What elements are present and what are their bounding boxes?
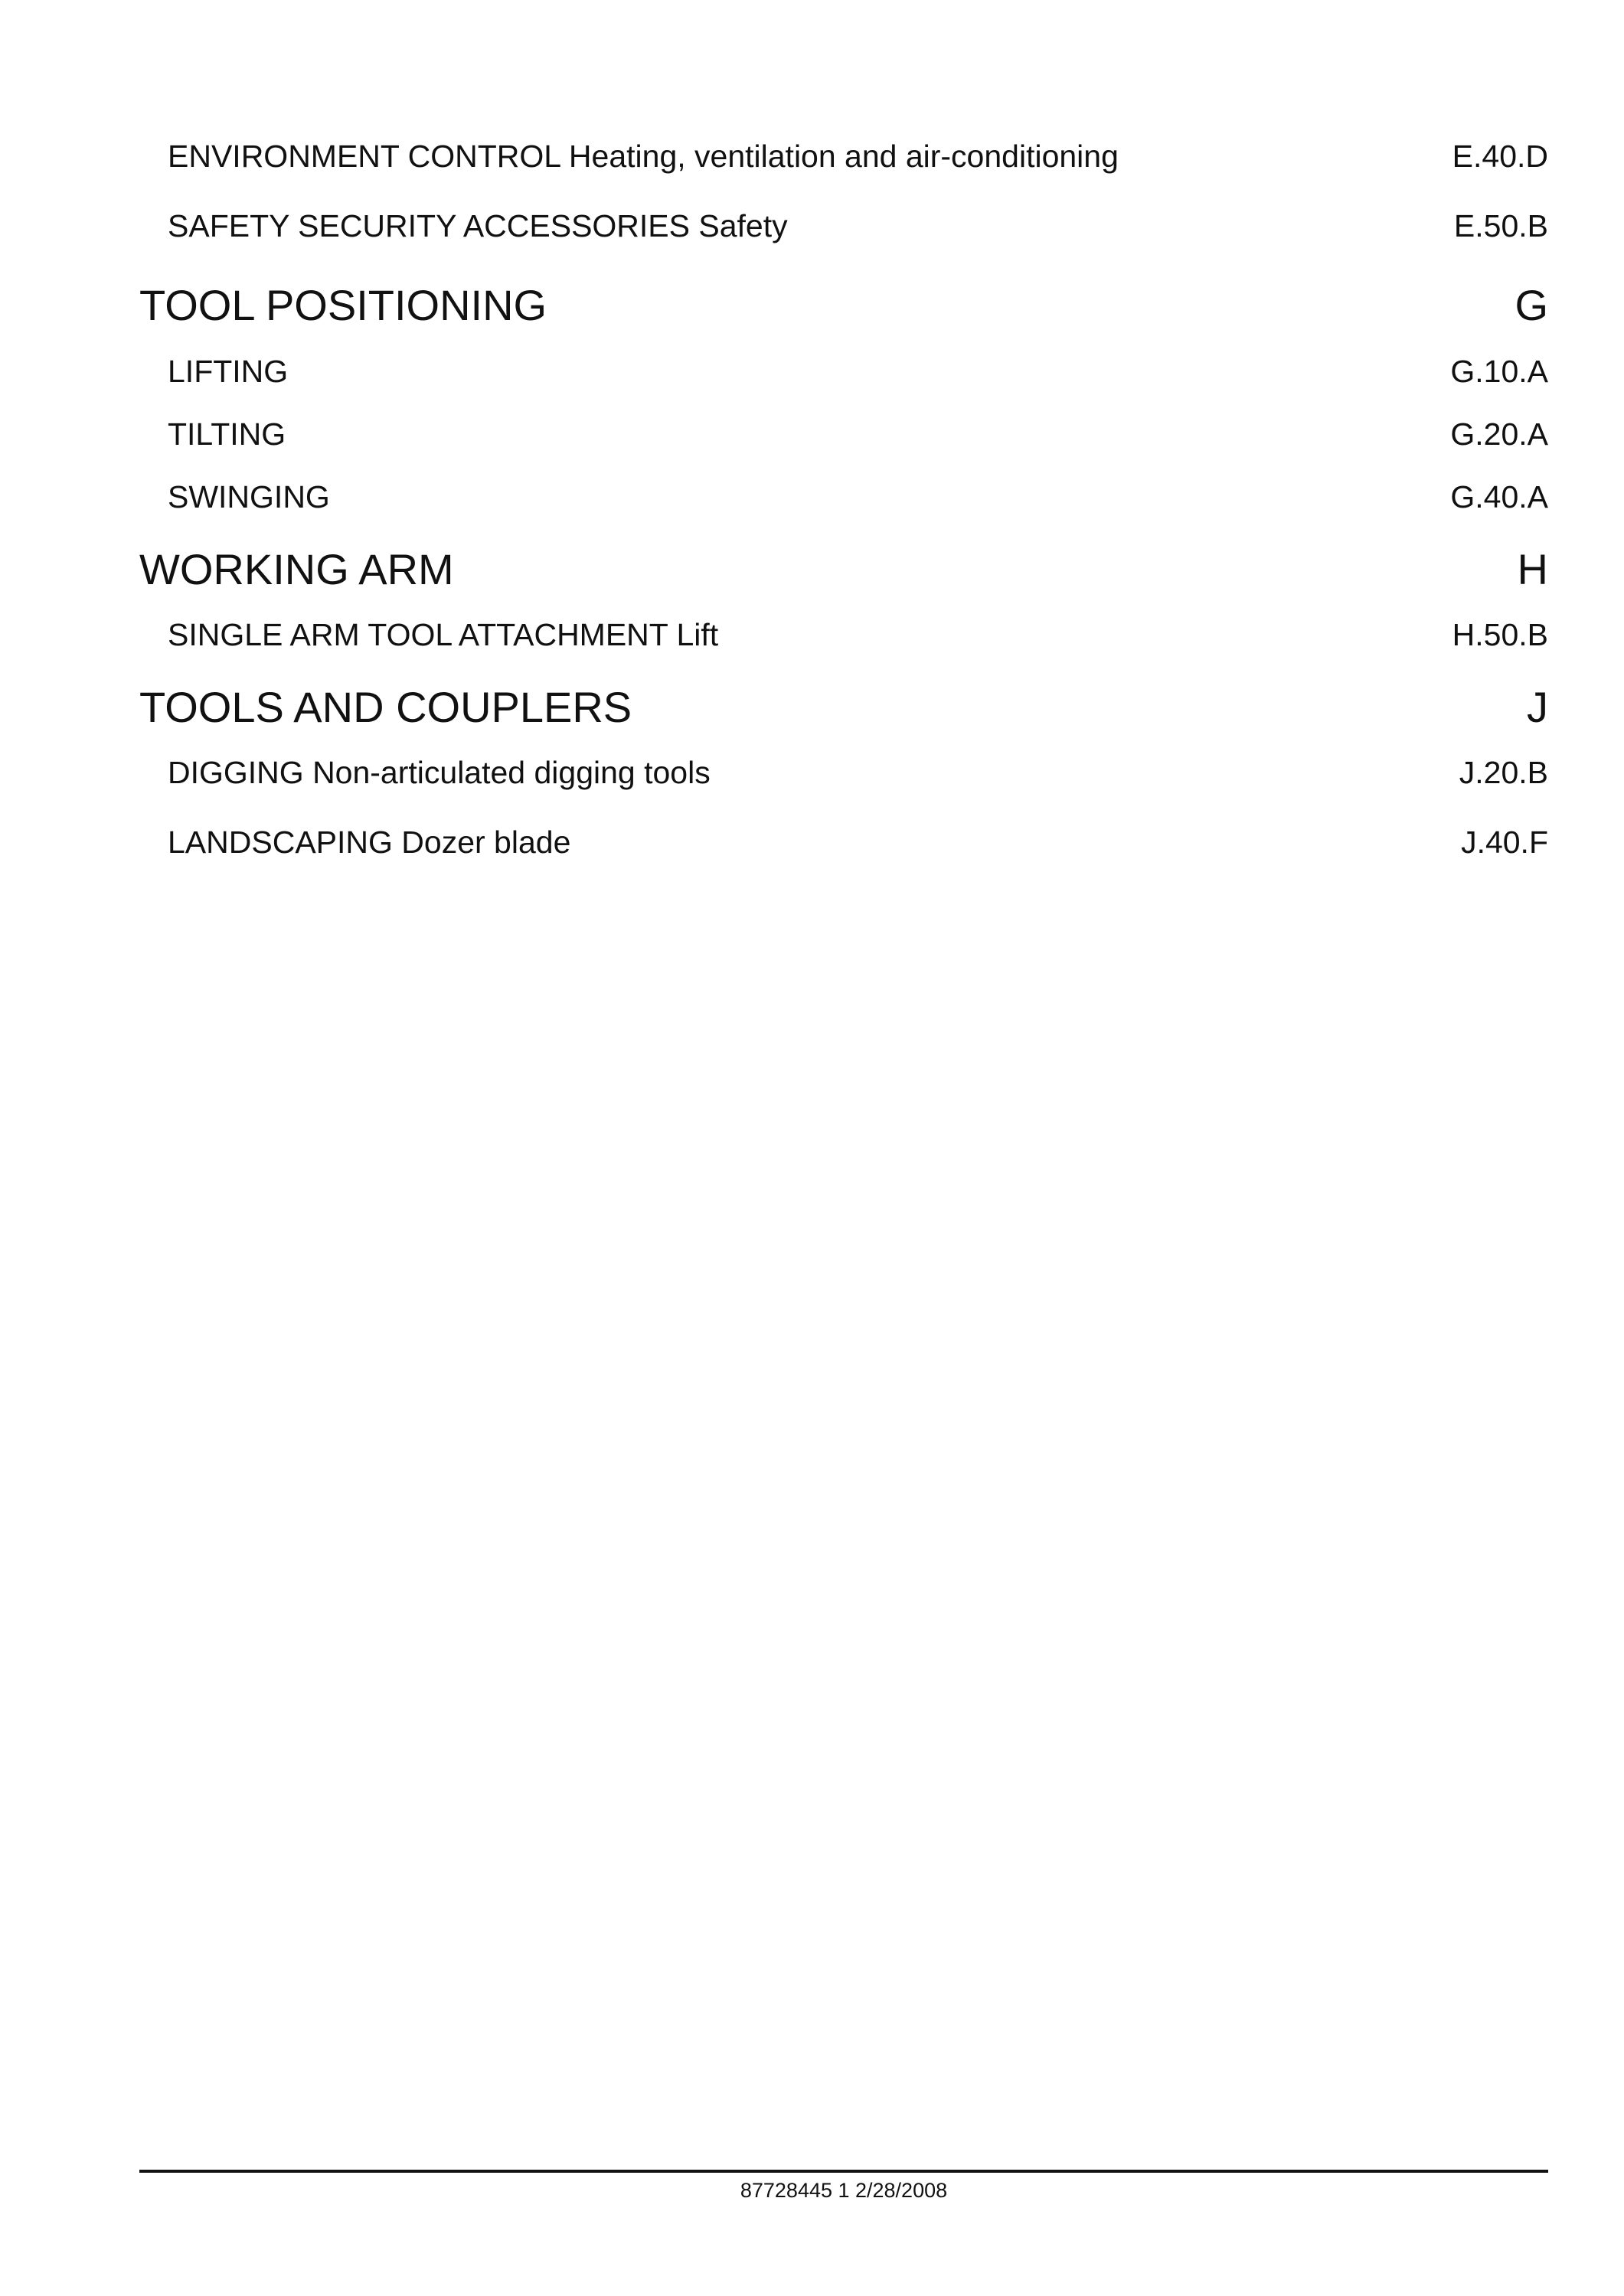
toc-entry-code: G.20.A xyxy=(1450,416,1548,452)
toc-entry-code: J.40.F xyxy=(1461,825,1548,860)
toc-section-label: WORKING ARM xyxy=(139,545,454,593)
toc-entry-lifting[interactable] xyxy=(139,354,1548,390)
toc-entry-label: SINGLE ARM TOOL ATTACHMENT Lift xyxy=(168,617,719,652)
footer-divider xyxy=(139,2170,1548,2173)
toc-entry-code: G.40.A xyxy=(1450,479,1548,514)
toc-entry-environment-control[interactable] xyxy=(139,139,1548,175)
toc-entry-label: SWINGING xyxy=(168,479,330,514)
toc-section-code: G xyxy=(1515,281,1548,329)
toc-entry-label: LIFTING xyxy=(168,354,289,389)
toc-entry-label: SAFETY SECURITY ACCESSORIES Safety xyxy=(168,208,788,243)
toc-section-code: J xyxy=(1527,683,1548,731)
toc-entry-code: G.10.A xyxy=(1450,354,1548,389)
toc-section-tool-positioning[interactable] xyxy=(139,280,1548,330)
toc-entry-label: DIGGING Non-articulated digging tools xyxy=(168,755,711,790)
toc-entry-safety-security-accessories[interactable] xyxy=(139,208,1548,244)
toc-entry-code: E.40.D xyxy=(1452,139,1548,174)
toc-entry-code: J.20.B xyxy=(1459,755,1548,790)
toc-entry-label: TILTING xyxy=(168,416,286,452)
toc-section-working-arm[interactable] xyxy=(139,544,1548,594)
toc-entry-swinging[interactable] xyxy=(139,479,1548,515)
toc-entry-tilting[interactable] xyxy=(139,416,1548,452)
toc-entry-digging[interactable] xyxy=(139,755,1548,791)
toc-entry-code: E.50.B xyxy=(1453,208,1548,243)
toc-entry-label: ENVIRONMENT CONTROL Heating, ventilation and air-conditioning xyxy=(168,139,1119,174)
toc-entry-label: LANDSCAPING Dozer blade xyxy=(168,825,571,860)
toc-entry-landscaping[interactable] xyxy=(139,825,1548,861)
toc-entry-code: H.50.B xyxy=(1452,617,1548,652)
toc-section-label: TOOL POSITIONING xyxy=(139,281,547,329)
footer-document-id: 87728445 1 2/28/2008 xyxy=(740,2179,948,2202)
toc-section-label: TOOLS AND COUPLERS xyxy=(139,683,632,731)
toc-entry-single-arm-tool-attachment[interactable] xyxy=(139,617,1548,653)
toc-section-code: H xyxy=(1517,545,1548,593)
toc-section-tools-and-couplers[interactable] xyxy=(139,682,1548,732)
